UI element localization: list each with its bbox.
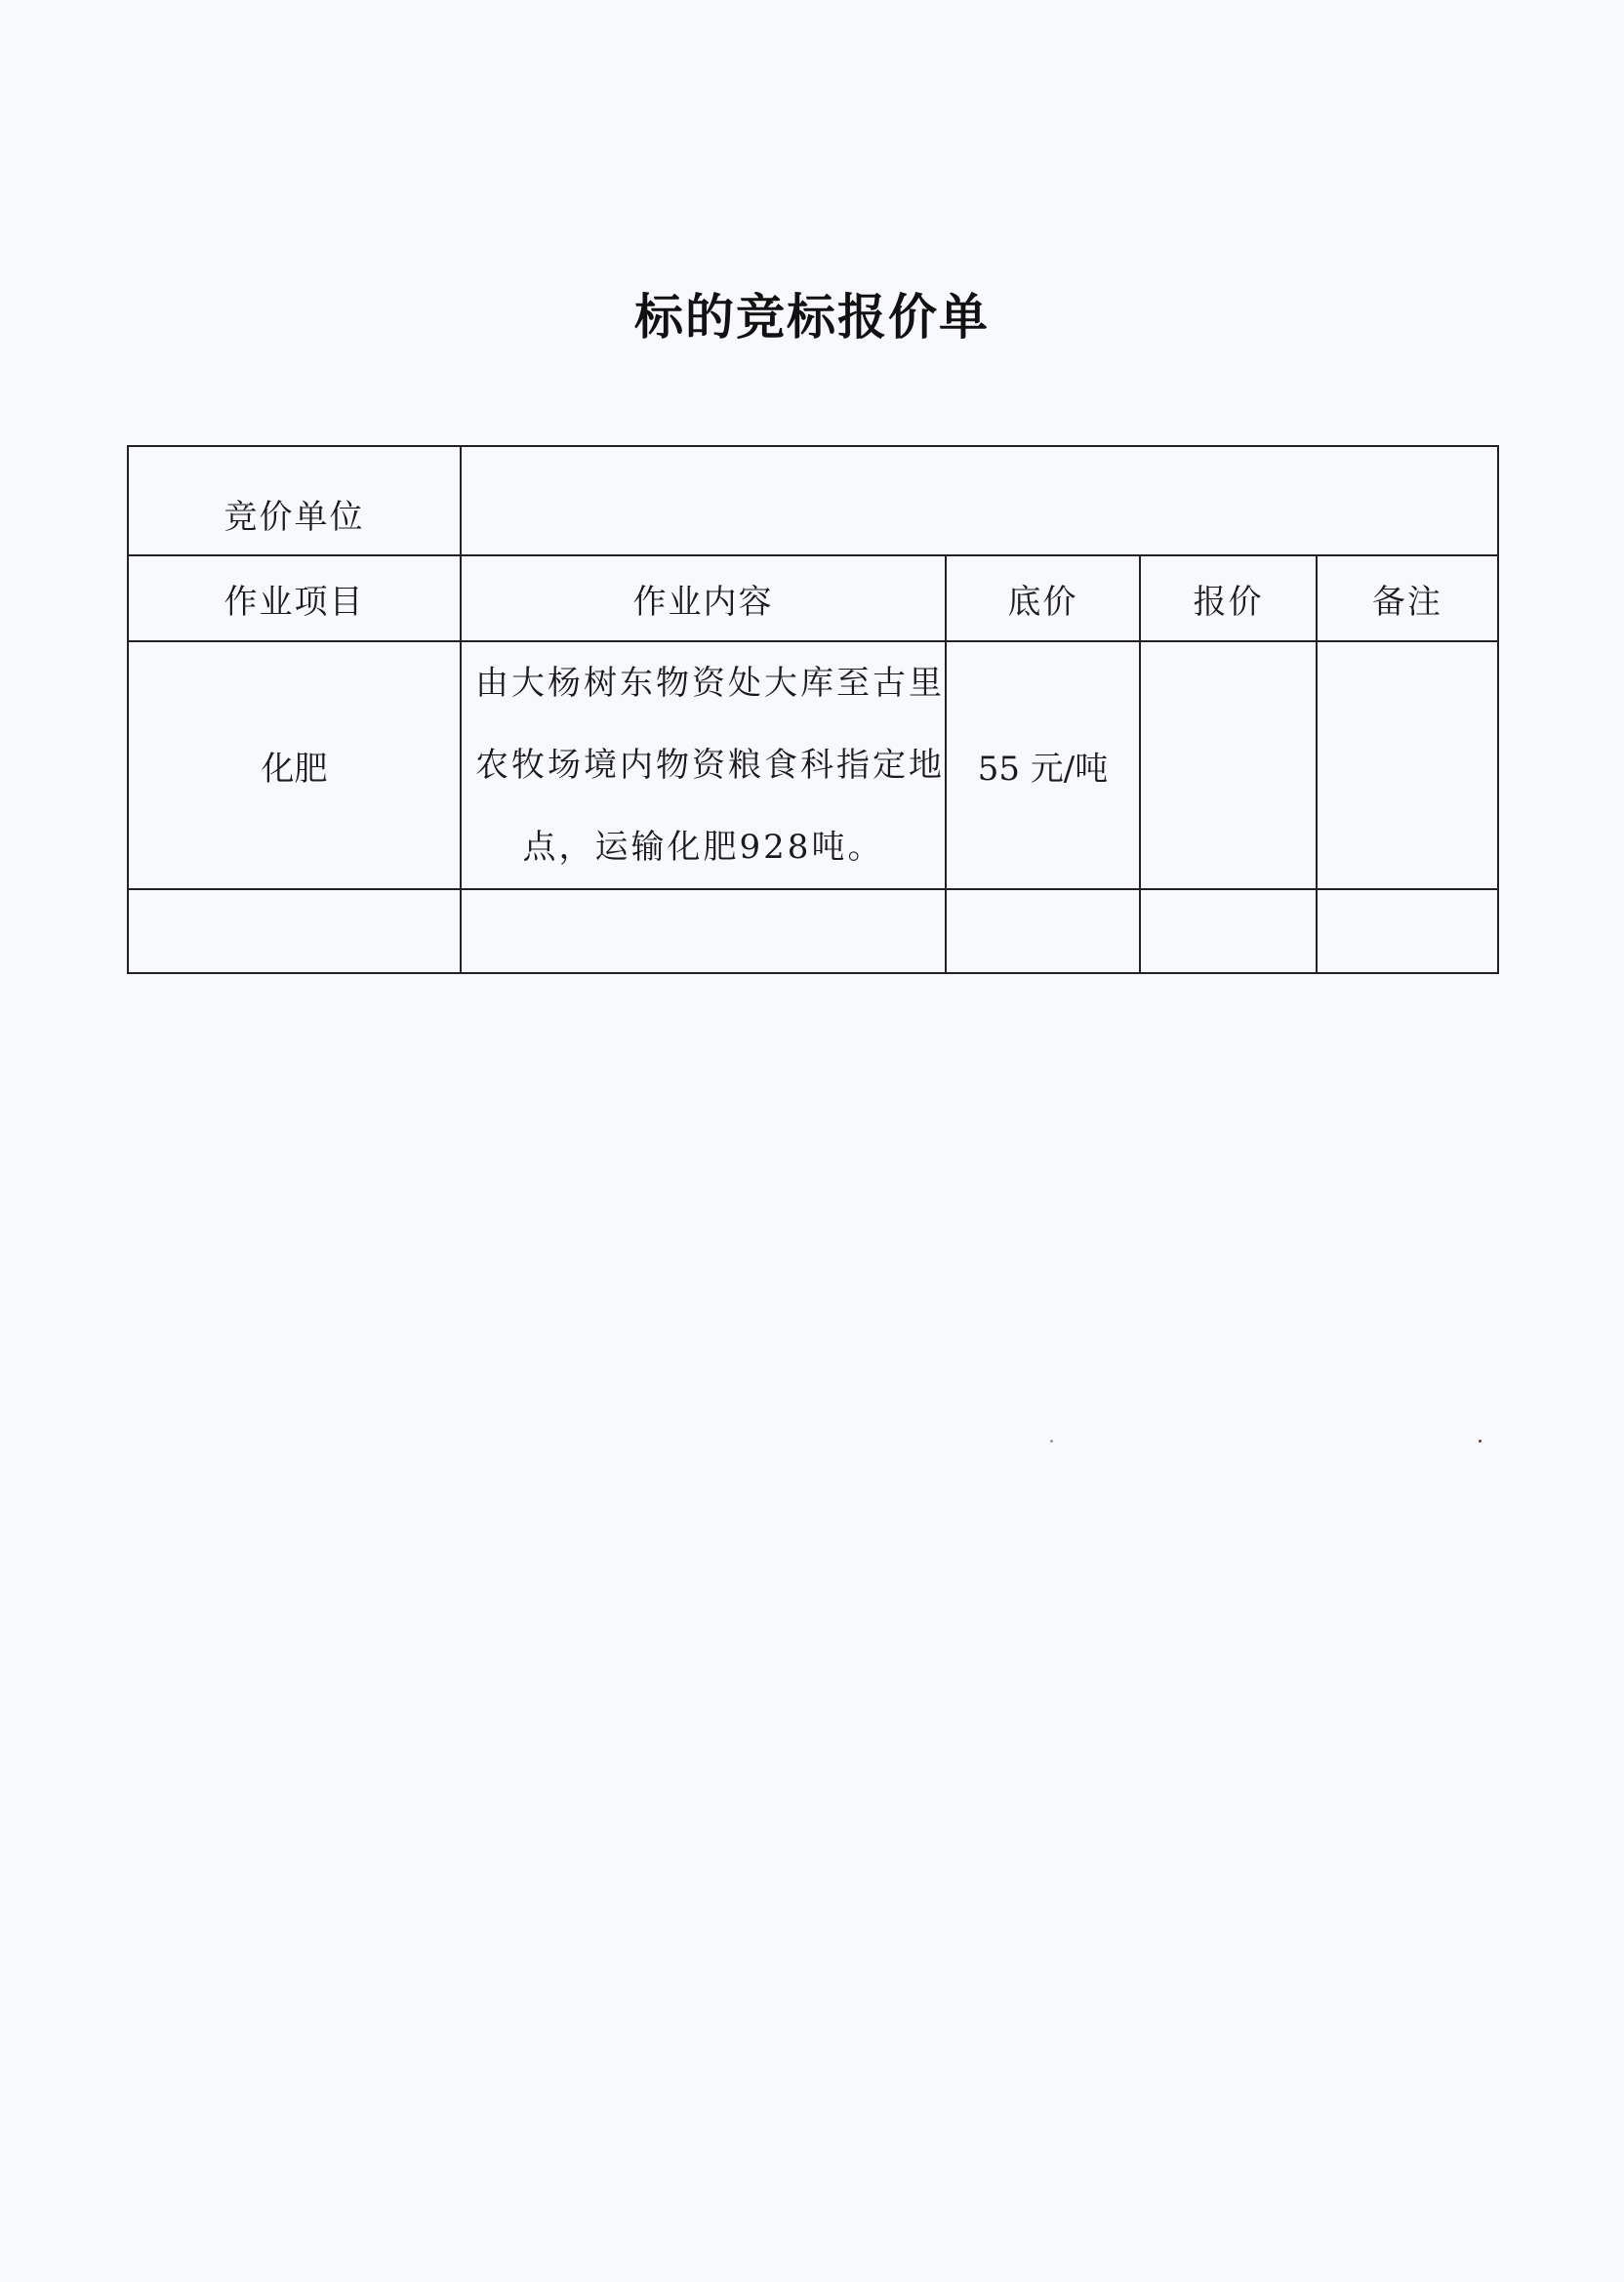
header-quote: 报价 <box>1140 555 1317 641</box>
bidder-label: 竞价单位 <box>128 446 461 555</box>
header-row <box>128 555 1498 641</box>
remark-cell[interactable] <box>1317 641 1498 889</box>
header-item: 作业项目 <box>128 555 461 641</box>
header-content: 作业内容 <box>461 555 946 641</box>
content-line: 点，运输化肥928吨。 <box>522 828 884 867</box>
content-line: 由大杨树东物资处大库至古里 <box>475 664 945 703</box>
quote-cell[interactable] <box>1140 641 1317 889</box>
base-price-cell[interactable] <box>946 889 1140 973</box>
content-line: 农牧场境内物资粮食科指定地 <box>475 746 945 785</box>
quote-cell[interactable] <box>1140 889 1317 973</box>
scan-speck <box>1050 1440 1053 1443</box>
bid-quotation-table <box>127 445 1499 974</box>
content-cell[interactable] <box>461 889 946 973</box>
header-remark: 备注 <box>1317 555 1498 641</box>
header-base-price: 底价 <box>946 555 1140 641</box>
table-row <box>128 641 1498 889</box>
base-price-cell: 55 元/吨 <box>946 641 1140 889</box>
bidder-value-field[interactable] <box>461 446 1498 555</box>
page-title: 标的竞标报价单 <box>634 289 990 346</box>
content-cell <box>461 641 946 889</box>
remark-cell[interactable] <box>1317 889 1498 973</box>
scan-speck <box>1479 1440 1482 1443</box>
item-cell[interactable] <box>128 889 461 973</box>
item-cell: 化肥 <box>128 641 461 889</box>
table-row <box>128 889 1498 973</box>
bidder-row <box>128 446 1498 555</box>
